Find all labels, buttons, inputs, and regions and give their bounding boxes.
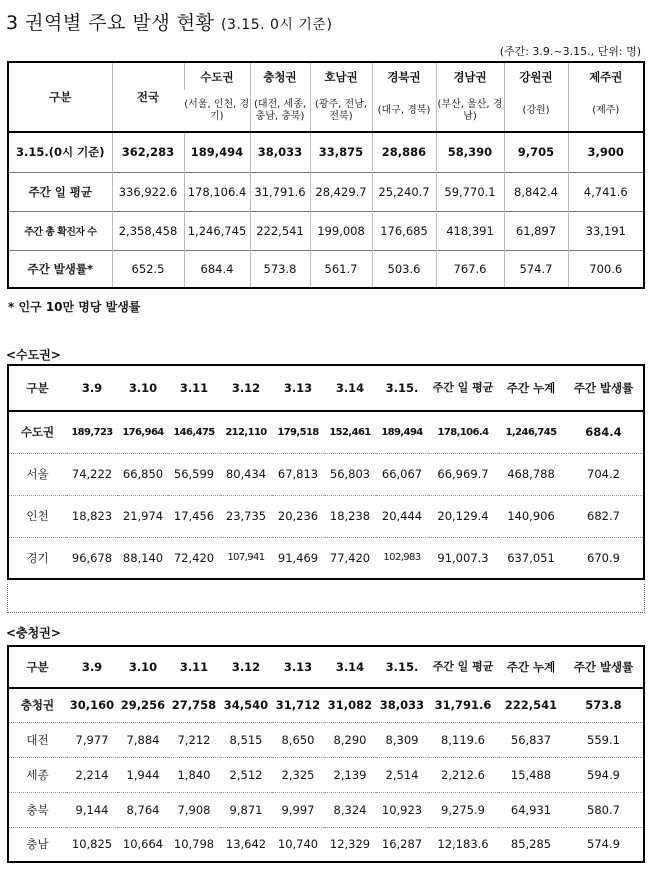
table-cell: 418,391 bbox=[436, 211, 504, 250]
table-cell: 594.9 bbox=[564, 757, 644, 792]
table-cell: 21,974 bbox=[118, 495, 168, 537]
table-cell: 67,813 bbox=[272, 453, 324, 495]
table-row bbox=[8, 132, 644, 172]
table-cell: 91,469 bbox=[272, 537, 324, 579]
row-label: 대전 bbox=[8, 722, 66, 757]
table-cell: 2,212.6 bbox=[428, 757, 498, 792]
table-cell: 10,923 bbox=[376, 792, 428, 827]
section-title-chung: <충청권> bbox=[6, 626, 61, 640]
table-cell: 31,791.6 bbox=[250, 172, 310, 211]
table-cell: 1,840 bbox=[168, 757, 220, 792]
table-cell: 66,067 bbox=[376, 453, 428, 495]
table-cell: 38,033 bbox=[250, 132, 310, 172]
table-cell: 684.4 bbox=[184, 250, 250, 288]
table-cell: 31,791.6 bbox=[428, 688, 498, 722]
table-cell: 58,390 bbox=[436, 132, 504, 172]
table-cell: 3,900 bbox=[568, 132, 644, 172]
title-main: 3 권역별 주요 발생 현황 bbox=[6, 12, 215, 34]
header-cell: 주간 발생률 bbox=[573, 660, 634, 674]
header-cell: 전국 bbox=[112, 62, 184, 132]
row-label: 경기 bbox=[8, 537, 66, 579]
table-cell: 96,678 bbox=[66, 537, 118, 579]
table-cell: 31,712 bbox=[272, 688, 324, 722]
table-cell: 7,977 bbox=[66, 722, 118, 757]
table-cell: 2,325 bbox=[272, 757, 324, 792]
table-cell: 7,908 bbox=[168, 792, 220, 827]
table-cell: 25,240.7 bbox=[372, 172, 436, 211]
header-cell: 수도권 bbox=[184, 62, 250, 90]
table-cell: 10,825 bbox=[66, 827, 118, 862]
header-cell: 3.9 bbox=[81, 660, 103, 674]
table-cell: 29,256 bbox=[118, 688, 168, 722]
sudo-table bbox=[7, 364, 645, 580]
table-cell: 8,764 bbox=[118, 792, 168, 827]
table-cell: 8,515 bbox=[220, 722, 272, 757]
header-cell: 3.11 bbox=[179, 381, 209, 395]
table-cell: 66,969.7 bbox=[428, 453, 498, 495]
table-cell: 59,770.1 bbox=[436, 172, 504, 211]
table-cell: 107,941 bbox=[220, 537, 272, 579]
subheader-cell: (대구, 경북) bbox=[372, 90, 436, 132]
header-row bbox=[8, 646, 644, 688]
table-cell: 15,488 bbox=[498, 757, 564, 792]
table-cell: 176,964 bbox=[118, 411, 168, 453]
table-row bbox=[8, 792, 644, 827]
row-label: 충남 bbox=[8, 827, 66, 862]
table-cell: 20,236 bbox=[272, 495, 324, 537]
table-cell: 74,222 bbox=[66, 453, 118, 495]
table-cell: 56,599 bbox=[168, 453, 220, 495]
table-cell: 38,033 bbox=[376, 688, 428, 722]
table-cell: 140,906 bbox=[498, 495, 564, 537]
table-cell: 2,514 bbox=[376, 757, 428, 792]
table-cell: 7,212 bbox=[168, 722, 220, 757]
row-label: 수도권 bbox=[8, 411, 66, 453]
header-cell: 구분 bbox=[26, 381, 49, 395]
table-cell: 2,214 bbox=[66, 757, 118, 792]
table-cell: 80,434 bbox=[220, 453, 272, 495]
table-cell: 8,309 bbox=[376, 722, 428, 757]
header-cell: 3.10 bbox=[128, 660, 158, 674]
table-cell: 7,884 bbox=[118, 722, 168, 757]
table-cell: 637,051 bbox=[498, 537, 564, 579]
subheader-cell: (강원) bbox=[504, 90, 568, 132]
section-title-sudo: <수도권> bbox=[6, 348, 61, 362]
table-row bbox=[8, 453, 644, 495]
table-row bbox=[8, 172, 644, 211]
subheader-cell: (서울, 인천, 경기) bbox=[184, 98, 250, 122]
header-cell: 주간 누계 bbox=[506, 660, 556, 674]
table-cell: 9,997 bbox=[272, 792, 324, 827]
table-cell: 8,119.6 bbox=[428, 722, 498, 757]
table-row bbox=[8, 722, 644, 757]
title-date: (3.15. 0시 기준) bbox=[220, 17, 333, 33]
table-cell: 574.9 bbox=[564, 827, 644, 862]
table-cell: 189,494 bbox=[184, 132, 250, 172]
table-cell: 27,758 bbox=[168, 688, 220, 722]
table-cell: 64,931 bbox=[498, 792, 564, 827]
header-cell: 3.15. bbox=[385, 660, 419, 674]
table-cell: 146,475 bbox=[168, 411, 220, 453]
table-cell: 20,129.4 bbox=[428, 495, 498, 537]
header-cell: 경남권 bbox=[436, 62, 504, 90]
table-cell: 77,420 bbox=[324, 537, 376, 579]
table-cell: 704.2 bbox=[564, 453, 644, 495]
table-cell: 102,983 bbox=[376, 537, 428, 579]
header-cell: 강원권 bbox=[504, 62, 568, 90]
header-row bbox=[8, 62, 644, 90]
table-cell: 2,512 bbox=[220, 757, 272, 792]
table-row bbox=[8, 411, 644, 453]
row-label: 서울 bbox=[8, 453, 66, 495]
table-cell: 1,246,745 bbox=[498, 411, 564, 453]
header-cell: 3.11 bbox=[179, 660, 209, 674]
table-cell: 152,461 bbox=[324, 411, 376, 453]
table-cell: 189,494 bbox=[376, 411, 428, 453]
table-cell: 189,723 bbox=[66, 411, 118, 453]
table-cell: 28,886 bbox=[372, 132, 436, 172]
table-row bbox=[8, 537, 644, 579]
table-cell: 178,106.4 bbox=[428, 411, 498, 453]
header-cell: 구분 bbox=[49, 90, 72, 104]
header-cell: 제주권 bbox=[568, 62, 644, 90]
table-row bbox=[8, 757, 644, 792]
table-row bbox=[8, 827, 644, 862]
table-row bbox=[8, 688, 644, 722]
header-cell: 호남권 bbox=[310, 62, 372, 90]
table-cell: 684.4 bbox=[564, 411, 644, 453]
table-cell: 682.7 bbox=[564, 495, 644, 537]
table-cell: 2,139 bbox=[324, 757, 376, 792]
subheader-cell: (부산, 울산, 경남) bbox=[436, 90, 504, 132]
subheader-cell: (제주) bbox=[568, 90, 644, 132]
table-cell: 199,008 bbox=[310, 211, 372, 250]
table-cell: 1,246,745 bbox=[184, 211, 250, 250]
subheader-cell: (광주, 전남, 전북) bbox=[310, 90, 372, 132]
header-cell: 3.14 bbox=[335, 660, 365, 674]
table-cell: 9,275.9 bbox=[428, 792, 498, 827]
table-cell: 23,735 bbox=[220, 495, 272, 537]
table-cell: 9,705 bbox=[504, 132, 568, 172]
table-cell: 34,540 bbox=[220, 688, 272, 722]
table-row bbox=[8, 250, 644, 288]
chung-table bbox=[7, 645, 645, 863]
table-cell: 179,518 bbox=[272, 411, 324, 453]
table-cell: 33,191 bbox=[568, 211, 644, 250]
header-row bbox=[8, 365, 644, 411]
row-label: 충북 bbox=[8, 792, 66, 827]
table-cell: 573.8 bbox=[250, 250, 310, 288]
table-row bbox=[8, 211, 644, 250]
table-cell: 670.9 bbox=[564, 537, 644, 579]
header-cell: 3.12 bbox=[231, 381, 261, 395]
regional-summary-table bbox=[7, 61, 645, 289]
table-cell: 222,541 bbox=[250, 211, 310, 250]
table-cell: 12,329 bbox=[324, 827, 376, 862]
footnote: * 인구 10만 명당 발생률 bbox=[8, 300, 141, 314]
table-row bbox=[8, 495, 644, 537]
table-cell: 222,541 bbox=[498, 688, 564, 722]
row-label: 주간 총 확진자 수 bbox=[8, 211, 112, 250]
row-label: 세종 bbox=[8, 757, 66, 792]
table-cell: 20,444 bbox=[376, 495, 428, 537]
subheader-cell: (대전, 세종, 충남, 충북) bbox=[250, 90, 310, 132]
table-cell: 8,650 bbox=[272, 722, 324, 757]
table-cell: 700.6 bbox=[568, 250, 644, 288]
table-cell: 18,238 bbox=[324, 495, 376, 537]
table-cell: 10,664 bbox=[118, 827, 168, 862]
table-cell: 178,106.4 bbox=[184, 172, 250, 211]
table-cell: 652.5 bbox=[112, 250, 184, 288]
row-label: 3.15.(0시 기준) bbox=[8, 132, 112, 172]
header-cell: 구분 bbox=[26, 660, 49, 674]
table-cell: 33,875 bbox=[310, 132, 372, 172]
table-cell: 8,290 bbox=[324, 722, 376, 757]
header-cell: 주간 일 평균 bbox=[432, 660, 494, 673]
table-cell: 16,287 bbox=[376, 827, 428, 862]
table-cell: 9,144 bbox=[66, 792, 118, 827]
table-cell: 580.7 bbox=[564, 792, 644, 827]
table-cell: 31,082 bbox=[324, 688, 376, 722]
table-cell: 362,283 bbox=[112, 132, 184, 172]
header-cell: 주간 누계 bbox=[506, 381, 556, 395]
table-cell: 56,837 bbox=[498, 722, 564, 757]
table-cell: 212,110 bbox=[220, 411, 272, 453]
table-cell: 10,798 bbox=[168, 827, 220, 862]
table-cell: 767.6 bbox=[436, 250, 504, 288]
table-cell: 56,803 bbox=[324, 453, 376, 495]
table-cell: 2,358,458 bbox=[112, 211, 184, 250]
header-cell: 3.15. bbox=[385, 381, 419, 395]
table-cell: 8,842.4 bbox=[504, 172, 568, 211]
row-label: 주간 발생률* bbox=[8, 250, 112, 288]
row-label: 충청권 bbox=[8, 688, 66, 722]
table-cell: 66,850 bbox=[118, 453, 168, 495]
header-cell: 3.13 bbox=[283, 381, 313, 395]
header-cell: 충청권 bbox=[250, 62, 310, 90]
dotted-spacer bbox=[7, 584, 645, 613]
table-cell: 503.6 bbox=[372, 250, 436, 288]
table-cell: 1,944 bbox=[118, 757, 168, 792]
table-cell: 176,685 bbox=[372, 211, 436, 250]
header-cell: 경북권 bbox=[372, 62, 436, 90]
table-cell: 561.7 bbox=[310, 250, 372, 288]
table-cell: 9,871 bbox=[220, 792, 272, 827]
table-cell: 12,183.6 bbox=[428, 827, 498, 862]
table-cell: 574.7 bbox=[504, 250, 568, 288]
table-cell: 10,740 bbox=[272, 827, 324, 862]
table-cell: 573.8 bbox=[564, 688, 644, 722]
header-cell: 주간 발생률 bbox=[573, 381, 634, 395]
table-cell: 4,741.6 bbox=[568, 172, 644, 211]
table-cell: 28,429.7 bbox=[310, 172, 372, 211]
table-cell: 336,922.6 bbox=[112, 172, 184, 211]
table-cell: 468,788 bbox=[498, 453, 564, 495]
header-cell: 3.12 bbox=[231, 660, 261, 674]
table-cell: 72,420 bbox=[168, 537, 220, 579]
header-cell: 3.9 bbox=[81, 381, 103, 395]
header-cell: 3.14 bbox=[335, 381, 365, 395]
table-cell: 30,160 bbox=[66, 688, 118, 722]
table-cell: 91,007.3 bbox=[428, 537, 498, 579]
unit-note: (주간: 3.9.~3.15., 단위: 명) bbox=[499, 45, 641, 58]
page-title bbox=[6, 8, 332, 35]
table-cell: 85,285 bbox=[498, 827, 564, 862]
table-cell: 18,823 bbox=[66, 495, 118, 537]
table-cell: 8,324 bbox=[324, 792, 376, 827]
row-label: 주간 일 평균 bbox=[8, 172, 112, 211]
table-cell: 17,456 bbox=[168, 495, 220, 537]
header-cell: 3.10 bbox=[128, 381, 158, 395]
header-cell: 3.13 bbox=[283, 660, 313, 674]
table-cell: 559.1 bbox=[564, 722, 644, 757]
header-cell: 주간 일 평균 bbox=[432, 381, 494, 394]
table-cell: 13,642 bbox=[220, 827, 272, 862]
row-label: 인천 bbox=[8, 495, 66, 537]
table-cell: 61,897 bbox=[504, 211, 568, 250]
table-cell: 88,140 bbox=[118, 537, 168, 579]
